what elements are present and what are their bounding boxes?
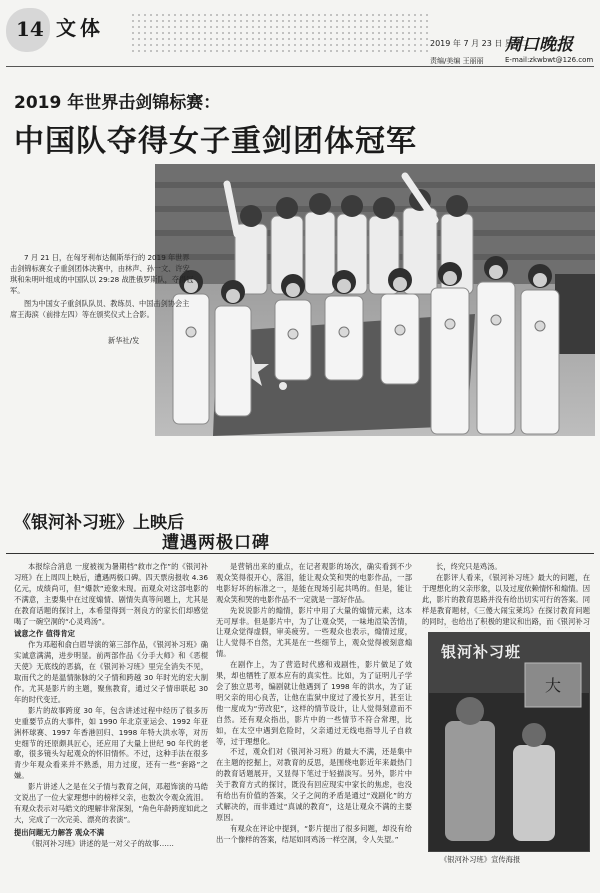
article1-headline: 中国队夺得女子重剑团体冠军 xyxy=(14,124,417,159)
header-dot-pattern xyxy=(130,12,430,52)
article2-title-line1: 《银河补习班》上映后 xyxy=(14,513,184,533)
article-paragraph: 本报综合消息 一度被视为暑期档“救市之作”的《银河补习班》在上周四上映后，遭遇两极口碑。四天票房报收 4.36 亿元，成绩尚可，但“爆款”迹象未现。而观众对这部电影的不满意，主要集中在过度煽情、剧情失真等问题上，尤其是在教育话题的探讨上，本希望得到一剂良方的家长们却感觉喝了一碗空洞的“心灵鸡汤”。 xyxy=(14,562,208,626)
article-paragraph: 有观众在评论中提到，“影片提出了很多问题，却没有给出一个像样的答案，结尾如同鸡汤一样空洞，令人失望。” xyxy=(216,823,412,844)
article-paragraph: 不过，观众们对《银河补习班》的最大不满，还是集中在主题的挖掘上，对教育的反思，是围绕电影近年来最热门的教育话题展开，又显得下笔过于轻描淡写。另外，影片中关于教育方式的探讨，既没有回应现实中家长的焦虑，也没有给出有价值的答案，父子之间的矛盾是通过“戏剧化”的方式解决的，而非通过“真诚的教育”，这是让观众不满的主要原因。 xyxy=(216,747,412,822)
article2-title-line2: 遭遇两极口碑 xyxy=(162,533,270,553)
header-rule xyxy=(6,66,594,67)
poster-title: 银河补习班 xyxy=(441,643,522,661)
editor-credit: 责编/美编 王丽丽 xyxy=(430,57,484,65)
fencing-team-photo xyxy=(155,164,595,436)
article-paragraph: 影片讲述人之是在父子情与教育之间，邓超饰演的马皓文说出了一位大家理想中的榜样父亲，也数次令观众流泪。有观众表示对马皓文的理解非常深刻，“角色年龄跨度如此之大，完成了一次完美、漂亮的表演”。 xyxy=(14,782,208,824)
page-number: 14 xyxy=(16,17,44,41)
photo-credit: 新华社/发 xyxy=(108,336,140,345)
article2-column-2 xyxy=(216,562,412,884)
article2-rule xyxy=(6,553,594,554)
caption-paragraph: 7 月 21 日，在匈牙利布达佩斯举行的 2019 年世界击剑锦标赛女子重剑团体决赛中，由林声、孙一文、许安琪和朱明叶组成的中国队以 29:28 战胜俄罗斯队，夺得冠军。 xyxy=(10,253,194,295)
publication-date: 2019 年 7 月 23 日 星期二 xyxy=(430,39,529,48)
article-paragraph: 在影评人看来，《银河补习班》最大的问题，在于理想化的父亲形象，以及过度依赖情怀和煽情。因此，影片的教育思路并没有给出切实可行的答案。同样是教育题材，《三傻大闹宝莱坞》在探讨教育问题的同时，也给出了积极的建议和出路，而《银河补习 xyxy=(422,572,590,626)
article-paragraph: 作为邓超和俞白眉导演的第三部作品，《银河补习班》确实诚意满满，进步明显。前两部作品《分手大师》和《恶棍天使》无底线的恶搞，在《银河补习班》里完全消失不见，取而代之的是温情脉脉的父子情和跨越 30 年时光的宏大制作。尤其是影片的主题，聚焦教育，通过父子情串联起 30 年的时代变迁。 xyxy=(14,640,208,704)
article-paragraph: 先说说影片的煽情，影片中用了大量的煽情元素，这本无可厚非。但是影片中，为了让观众哭，一味地渲染苦情，让观众觉得虚假，审美疲劳。一些观众也表示，煽情过度，让人觉得不自然，尤其是在一些细节上，观众觉得被刻意煽情。 xyxy=(216,605,412,659)
article2-column-1 xyxy=(14,562,208,884)
newspaper-logo: 周口晚报 xyxy=(505,35,573,55)
photo-caption xyxy=(10,252,196,322)
article-paragraph: 在剧作上，为了营造时代感和戏剧性，影片做足了效果，却也牺牲了原本应有的真实性。比如，为了证明儿子学会了独立思考，编剧就让他遇到了 1998 年的洪水，为了证明父亲的用心良苦，让他在监狱中度过了漫长岁月，甚至让他一度成为“劳改犯”，这样的情节设计，让人觉得刻意而不自然。还有观众指出，影片中的一些情节不符合常理，比如，在太空中遇到危险时，父亲通过无线电指导儿子自救等，过于理想化。 xyxy=(216,660,412,746)
article-paragraph: 影片的故事跨度 30 年，包含讲述过程中经历了很多历史重要节点的大事件，如 1990 年北京亚运会、1992 年亚洲杯球赛、1997 年香港回归、1998 年特大洪水等，对历史细节的还原颇具匠心，还应用了大量上世纪 90 年代的老歌，很多镜头勾起观众的怀旧情怀。不过，这种手法在很多青少年观众看来并不熟悉，用力过度，还有一些“套路”之嫌。 xyxy=(14,705,208,781)
poster-illustration xyxy=(429,633,589,851)
article-subheading: 诚意之作 值得肯定 xyxy=(14,629,75,639)
caption-paragraph: 图为中国女子重剑队队员、教练员、中国击剑协会主席王海滨（前排左四）等在颁奖仪式上合影。 xyxy=(10,299,190,319)
article-paragraph: 《银河补习班》讲述的是一对父子的故事…… xyxy=(28,838,174,848)
article-paragraph: 长，终究只是鸡汤。 xyxy=(436,562,502,571)
poster-caption: 《银河补习班》宣传海报 xyxy=(440,855,521,864)
contact-email: E-mail:zkwbwt@126.com xyxy=(505,56,594,64)
section-title: 文体 xyxy=(56,16,104,40)
movie-poster xyxy=(428,632,590,852)
article2-column-3 xyxy=(422,562,590,628)
team-photo-illustration xyxy=(155,164,595,436)
svg-text:大: 大 xyxy=(544,676,562,695)
page-number-badge xyxy=(6,8,50,52)
article-subheading: 提出问题无力解答 观众不满 xyxy=(14,827,105,837)
article1-kicker: 2019 年世界击剑锦标赛： xyxy=(14,93,221,113)
article-paragraph: 是营销出来的重点，在记者观影的场次，确实看到不少观众笑得很开心，落泪，能让观众笑和哭的电影作品，一部电影好坏的标准之一，是能在现场引起共鸣的。但是，能让观众笑和哭的电影作品不一定就是一部好作品。 xyxy=(216,562,412,604)
